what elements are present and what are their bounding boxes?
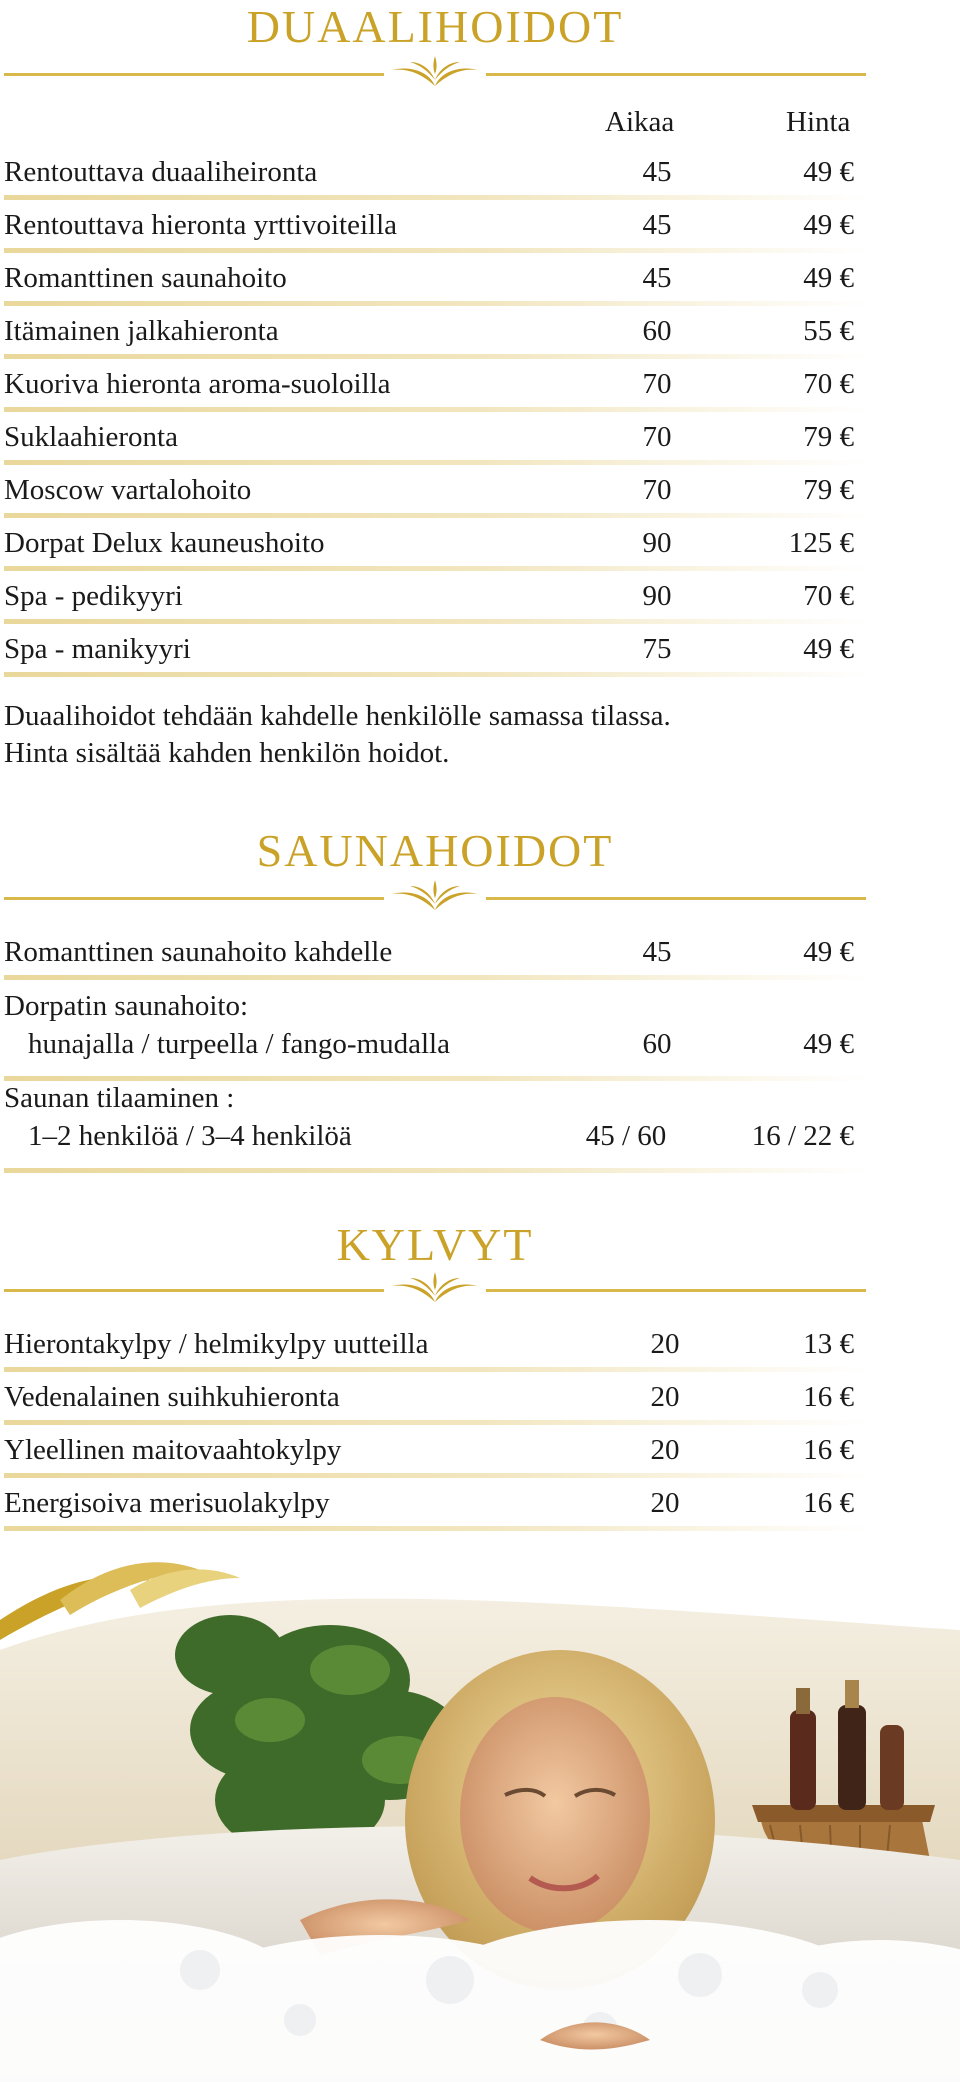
column-header-time: Aikaa bbox=[605, 106, 675, 138]
section-title-saunahoidot: SAUNAHOIDOT bbox=[256, 825, 614, 876]
treatment-name: Yleellinen maitovaahtokylpy bbox=[4, 1434, 342, 1466]
treatment-time: 70 bbox=[642, 421, 672, 453]
ornament-divider bbox=[4, 1272, 866, 1306]
treatment-price: 49 € bbox=[803, 209, 854, 241]
table-row bbox=[4, 572, 894, 624]
treatment-time: 45 / 60 bbox=[585, 1120, 667, 1152]
treatment-name: Rentouttava hieronta yrttivoiteilla bbox=[4, 209, 398, 241]
table-row bbox=[4, 1479, 894, 1531]
ornament-divider bbox=[4, 56, 866, 90]
treatment-price: 79 € bbox=[803, 421, 854, 453]
treatment-price: 16 € bbox=[803, 1434, 854, 1466]
treatment-time: 20 bbox=[650, 1434, 680, 1466]
treatment-time: 45 bbox=[642, 936, 672, 968]
table-row bbox=[4, 1426, 894, 1478]
table-row bbox=[4, 1373, 894, 1425]
treatment-time: 60 bbox=[642, 1028, 672, 1060]
table-row bbox=[4, 413, 894, 465]
treatment-price: 55 € bbox=[803, 315, 854, 347]
section-title-duaalihoidot: DUAALIHOIDOT bbox=[246, 1, 624, 52]
treatment-time: 45 bbox=[642, 209, 672, 241]
table-row bbox=[4, 254, 894, 306]
treatment-name: Itämainen jalkahieronta bbox=[4, 315, 279, 347]
table-row bbox=[4, 1320, 894, 1372]
treatment-time: 90 bbox=[642, 580, 672, 612]
treatment-name: Dorpatin saunahoito: bbox=[4, 990, 249, 1022]
treatment-name: Dorpat Delux kauneushoito bbox=[4, 527, 325, 559]
treatment-name: Kuoriva hieronta aroma-suoloilla bbox=[4, 368, 391, 400]
spa-bath-illustration bbox=[0, 1560, 960, 2082]
treatment-price: 49 € bbox=[803, 156, 854, 188]
treatment-time: 90 bbox=[642, 527, 672, 559]
note-line: Duaalihoidot tehdään kahdelle henkilölle samassa tilassa. bbox=[4, 700, 671, 732]
table-row bbox=[4, 148, 894, 200]
treatment-time: 20 bbox=[650, 1487, 680, 1519]
table-row bbox=[4, 625, 894, 677]
treatment-price: 49 € bbox=[803, 633, 854, 665]
treatment-name: Rentouttava duaaliheironta bbox=[4, 156, 318, 188]
treatment-name: Spa - pedikyyri bbox=[4, 580, 183, 612]
table-row bbox=[4, 928, 894, 980]
treatment-name: Moscow vartalohoito bbox=[4, 474, 252, 506]
leaf-ornament-icon bbox=[388, 880, 482, 914]
treatment-time: 20 bbox=[650, 1381, 680, 1413]
table-row bbox=[4, 990, 894, 1085]
ornament-divider bbox=[4, 880, 866, 914]
leaf-ornament-icon bbox=[388, 56, 482, 90]
column-header-price: Hinta bbox=[786, 106, 851, 138]
table-row bbox=[4, 1082, 894, 1177]
treatment-name: Vedenalainen suihkuhieronta bbox=[4, 1381, 340, 1413]
table-row bbox=[4, 307, 894, 359]
treatment-time: 45 bbox=[642, 156, 672, 188]
treatment-name: Saunan tilaaminen : bbox=[4, 1082, 235, 1114]
treatment-price: 49 € bbox=[803, 1028, 854, 1060]
treatment-price: 16 € bbox=[803, 1381, 854, 1413]
treatment-time: 70 bbox=[642, 474, 672, 506]
treatment-name: Romanttinen saunahoito kahdelle bbox=[4, 936, 393, 968]
spa-bath-photo bbox=[0, 1560, 960, 2082]
treatment-price: 49 € bbox=[803, 262, 854, 294]
leaf-ornament-icon bbox=[388, 1272, 482, 1306]
treatment-price: 16 / 22 € bbox=[751, 1120, 854, 1152]
treatment-time: 20 bbox=[650, 1328, 680, 1360]
table-row bbox=[4, 466, 894, 518]
treatment-price: 70 € bbox=[803, 368, 854, 400]
treatment-time: 60 bbox=[642, 315, 672, 347]
treatment-price: 49 € bbox=[803, 936, 854, 968]
treatment-name: Energisoiva merisuolakylpy bbox=[4, 1487, 330, 1519]
treatment-time: 70 bbox=[642, 368, 672, 400]
note-line: Hinta sisältää kahden henkilön hoidot. bbox=[4, 737, 450, 769]
treatment-price: 70 € bbox=[803, 580, 854, 612]
section-title-kylvyt: KYLVYT bbox=[336, 1219, 534, 1270]
treatment-name: Suklaahieronta bbox=[4, 421, 178, 453]
treatment-name: Spa - manikyyri bbox=[4, 633, 191, 665]
treatment-price: 79 € bbox=[803, 474, 854, 506]
table-row bbox=[4, 201, 894, 253]
table-row bbox=[4, 519, 894, 571]
treatment-price: 13 € bbox=[803, 1328, 854, 1360]
treatment-name: Romanttinen saunahoito bbox=[4, 262, 287, 294]
treatment-time: 45 bbox=[642, 262, 672, 294]
treatment-price: 125 € bbox=[788, 527, 854, 559]
table-row bbox=[4, 360, 894, 412]
treatment-price: 16 € bbox=[803, 1487, 854, 1519]
treatment-name: Hierontakylpy / helmikylpy uutteilla bbox=[4, 1328, 429, 1360]
treatment-time: 75 bbox=[642, 633, 672, 665]
treatment-options: hunajalla / turpeella / fango-mudalla bbox=[28, 1028, 450, 1060]
treatment-options: 1–2 henkilöä / 3–4 henkilöä bbox=[28, 1120, 352, 1152]
